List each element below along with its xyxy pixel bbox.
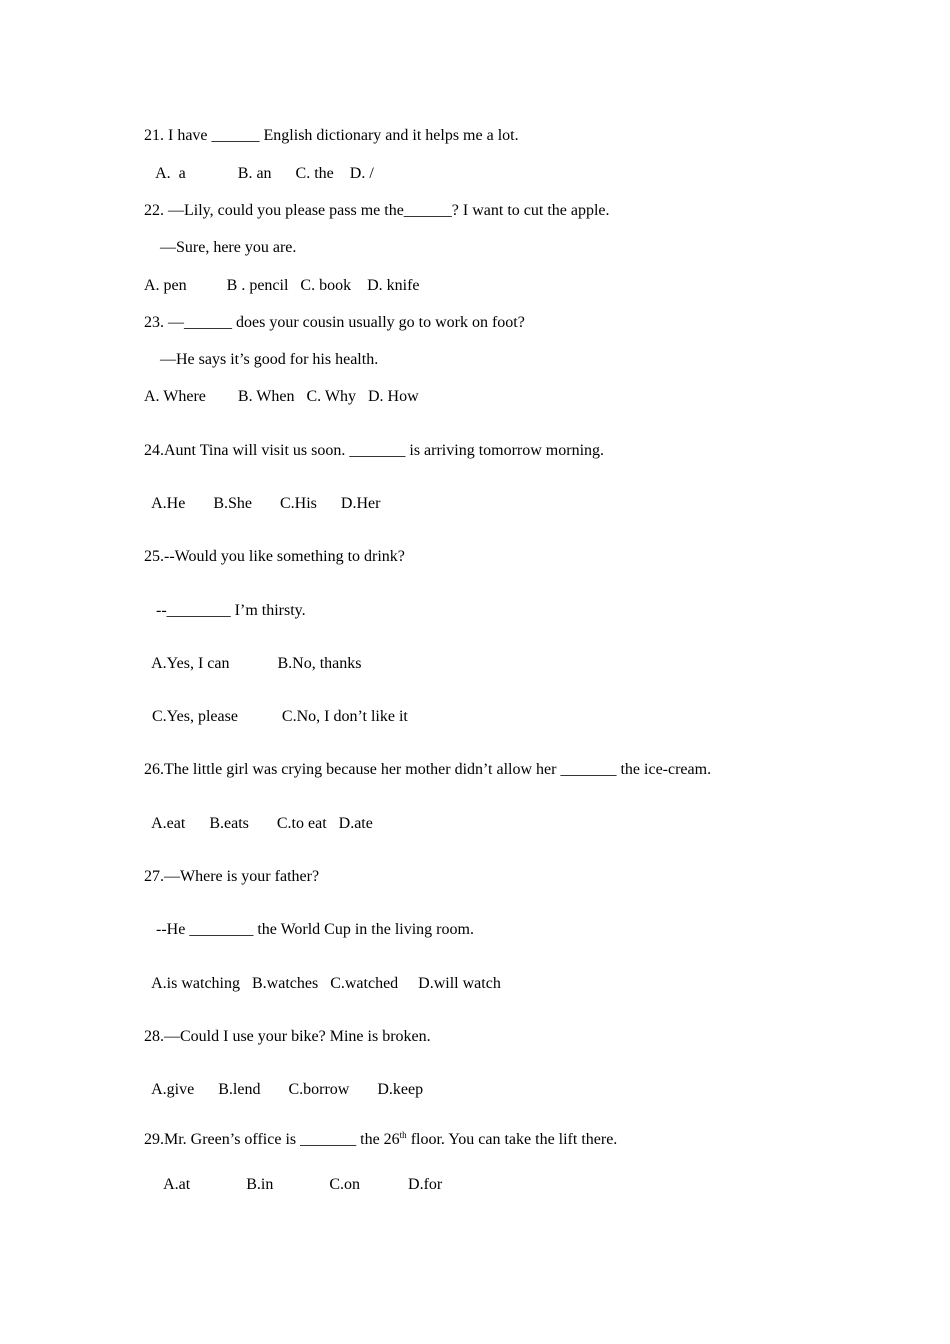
question-27-stem: 27.—Where is your father? <box>144 868 320 885</box>
question-22-stem: 22. —Lily, could you please pass me the______? I want to cut the apple. <box>144 202 610 219</box>
question-29-options: A.at B.in C.on D.for <box>144 1176 443 1193</box>
question-29-stem <box>144 1130 617 1150</box>
question-25-stem: 25.--Would you like something to drink? <box>144 548 405 565</box>
question-28-stem: 28.—Could I use your bike? Mine is broken. <box>144 1028 431 1045</box>
question-25-options-row-2: C.Yes, please C.No, I don’t like it <box>144 708 408 725</box>
question-29-stem-end: floor. You can take the lift there. <box>406 1131 618 1148</box>
question-27-options: A.is watching B.watches C.watched D.will watch <box>144 975 501 992</box>
question-24-options: A.He B.She C.His D.Her <box>144 495 381 512</box>
question-26-options: A.eat B.eats C.to eat D.ate <box>144 815 373 832</box>
question-26-stem: 26.The little girl was crying because her mother didn’t allow her _______ the ice-cream. <box>144 761 712 778</box>
question-22-options: A. pen B . pencil C. book D. knife <box>144 277 420 294</box>
question-21-options: A. a B. an C. the D. / <box>144 165 374 182</box>
question-25-options-row-1: A.Yes, I can B.No, thanks <box>144 655 362 672</box>
question-27-reply: --He ________ the World Cup in the living room. <box>144 921 474 938</box>
question-23-reply: —He says it’s good for his health. <box>144 351 379 368</box>
question-22-reply: —Sure, here you are. <box>144 239 297 256</box>
question-29-ordinal-suffix: th <box>399 1130 407 1140</box>
question-25-reply: --________ I’m thirsty. <box>144 602 306 619</box>
question-24-stem: 24.Aunt Tina will visit us soon. _______ is arriving tomorrow morning. <box>144 442 605 459</box>
question-23-stem: 23. —______ does your cousin usually go to work on foot? <box>144 314 525 331</box>
question-21-stem: 21. I have ______ English dictionary and it helps me a lot. <box>144 127 519 144</box>
question-28-options: A.give B.lend C.borrow D.keep <box>144 1081 424 1098</box>
question-29-stem-start: 29.Mr. Green’s office is _______ the 26 <box>144 1131 400 1148</box>
question-23-options: A. Where B. When C. Why D. How <box>144 388 419 405</box>
